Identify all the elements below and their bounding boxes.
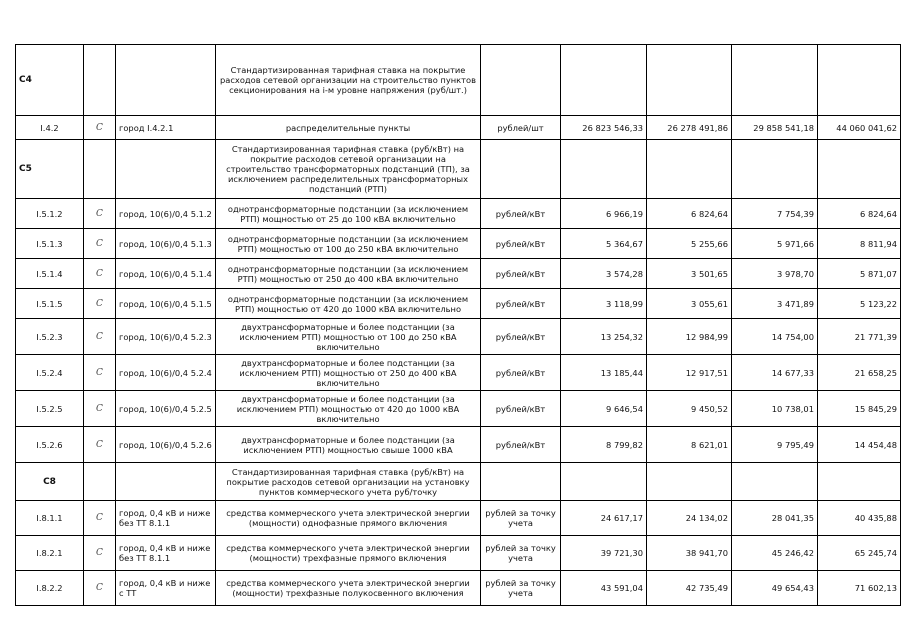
value-cell: 9 646,54 — [561, 391, 647, 427]
row-code: I.8.2.2 — [16, 571, 84, 606]
section-row-c4 — [16, 45, 901, 116]
territory-cell: город, 10(6)/0,4 5.2.6 — [116, 427, 216, 463]
unit-cell: рублей/шт — [481, 116, 561, 140]
empty-cell — [732, 45, 818, 116]
row-code: I.5.2.5 — [16, 391, 84, 427]
empty-cell — [818, 463, 901, 501]
empty-cell — [481, 45, 561, 116]
empty-cell — [84, 45, 116, 116]
empty-cell — [116, 45, 216, 116]
table-row — [16, 501, 901, 536]
value-cell: 44 060 041,62 — [818, 116, 901, 140]
category-tag: C — [84, 229, 116, 259]
value-cell: 29 858 541,18 — [732, 116, 818, 140]
value-cell: 14 677,33 — [732, 355, 818, 391]
section-row-c8 — [16, 463, 901, 501]
unit-cell: рублей/кВт — [481, 259, 561, 289]
value-cell: 8 811,94 — [818, 229, 901, 259]
table-row — [16, 259, 901, 289]
unit-cell: рублей/кВт — [481, 319, 561, 355]
value-cell: 8 621,01 — [647, 427, 732, 463]
value-cell: 26 823 546,33 — [561, 116, 647, 140]
empty-cell — [647, 463, 732, 501]
value-cell: 13 254,32 — [561, 319, 647, 355]
value-cell: 13 185,44 — [561, 355, 647, 391]
territory-cell: город, 0,4 кВ и ниже без ТТ 8.1.1 — [116, 501, 216, 536]
territory-cell: город, 10(6)/0,4 5.2.5 — [116, 391, 216, 427]
section-row-c5 — [16, 140, 901, 199]
territory-cell: город, 10(6)/0,4 5.2.4 — [116, 355, 216, 391]
description-cell: двухтрансформаторные и более подстанции (за исключением РТП) мощностью свыше 1000 кВА — [216, 427, 481, 463]
unit-cell: рублей/кВт — [481, 391, 561, 427]
value-cell: 42 735,49 — [647, 571, 732, 606]
value-cell: 3 118,99 — [561, 289, 647, 319]
value-cell: 3 574,28 — [561, 259, 647, 289]
unit-cell: рублей за точку учета — [481, 536, 561, 571]
category-tag: C — [84, 427, 116, 463]
unit-cell: рублей за точку учета — [481, 571, 561, 606]
description-cell: средства коммерческого учета электрической энергии (мощности) однофазные прямого включения — [216, 501, 481, 536]
table-row — [16, 199, 901, 229]
empty-cell — [561, 140, 647, 199]
row-code: I.4.2 — [16, 116, 84, 140]
value-cell: 43 591,04 — [561, 571, 647, 606]
value-cell: 26 278 491,86 — [647, 116, 732, 140]
description-cell: двухтрансформаторные и более подстанции (за исключением РТП) мощностью от 100 до 250 кВА включительно — [216, 319, 481, 355]
value-cell: 24 617,17 — [561, 501, 647, 536]
description-cell: однотрансформаторные подстанции (за исключением РТП) мощностью от 100 до 250 кВА включительно — [216, 229, 481, 259]
value-cell: 65 245,74 — [818, 536, 901, 571]
value-cell: 28 041,35 — [732, 501, 818, 536]
description-cell: двухтрансформаторные и более подстанции (за исключением РТП) мощностью от 420 до 1000 кВА включительно — [216, 391, 481, 427]
value-cell: 5 971,66 — [732, 229, 818, 259]
value-cell: 14 754,00 — [732, 319, 818, 355]
section-title: Стандартизированная тарифная ставка на покрытие расходов сетевой организации на строительство пунктов секционирования на i-м уровне напряжения (руб/шт.) — [216, 45, 481, 116]
value-cell: 14 454,48 — [818, 427, 901, 463]
empty-cell — [84, 140, 116, 199]
value-cell: 8 799,82 — [561, 427, 647, 463]
empty-cell — [481, 140, 561, 199]
description-cell: двухтрансформаторные и более подстанции (за исключением РТП) мощностью от 250 до 400 кВА включительно — [216, 355, 481, 391]
empty-cell — [561, 463, 647, 501]
table-row — [16, 536, 901, 571]
unit-cell: рублей/кВт — [481, 427, 561, 463]
row-code: I.8.1.1 — [16, 501, 84, 536]
category-tag: C — [84, 501, 116, 536]
table-row — [16, 116, 901, 140]
value-cell: 3 501,65 — [647, 259, 732, 289]
table-row — [16, 391, 901, 427]
section-title: Стандартизированная тарифная ставка (руб/кВт) на покрытие расходов сетевой организации на установку пунктов коммерческого учета руб/точку — [216, 463, 481, 501]
value-cell: 40 435,88 — [818, 501, 901, 536]
description-cell: однотрансформаторные подстанции (за исключением РТП) мощностью от 250 до 400 кВА включительно — [216, 259, 481, 289]
value-cell: 21 771,39 — [818, 319, 901, 355]
value-cell: 5 364,67 — [561, 229, 647, 259]
territory-cell: город, 0,4 кВ и ниже с ТТ — [116, 571, 216, 606]
empty-cell — [818, 45, 901, 116]
unit-cell: рублей/кВт — [481, 289, 561, 319]
section-code: C5 — [16, 140, 84, 199]
table-row — [16, 289, 901, 319]
table-row — [16, 427, 901, 463]
table-body — [16, 45, 901, 606]
category-tag: C — [84, 259, 116, 289]
territory-cell: город, 10(6)/0,4 5.1.3 — [116, 229, 216, 259]
territory-cell: город, 0,4 кВ и ниже без ТТ 8.1.1 — [116, 536, 216, 571]
row-code: I.5.1.5 — [16, 289, 84, 319]
row-code: I.5.1.4 — [16, 259, 84, 289]
value-cell: 9 450,52 — [647, 391, 732, 427]
row-code: I.5.2.4 — [16, 355, 84, 391]
value-cell: 5 255,66 — [647, 229, 732, 259]
category-tag: C — [84, 199, 116, 229]
table-row — [16, 571, 901, 606]
table-row — [16, 229, 901, 259]
value-cell: 39 721,30 — [561, 536, 647, 571]
description-cell: распределительные пункты — [216, 116, 481, 140]
value-cell: 5 871,07 — [818, 259, 901, 289]
value-cell: 49 654,43 — [732, 571, 818, 606]
row-code: I.5.2.3 — [16, 319, 84, 355]
value-cell: 12 984,99 — [647, 319, 732, 355]
value-cell: 12 917,51 — [647, 355, 732, 391]
empty-cell — [481, 463, 561, 501]
value-cell: 6 824,64 — [647, 199, 732, 229]
value-cell: 24 134,02 — [647, 501, 732, 536]
territory-cell: город, 10(6)/0,4 5.1.2 — [116, 199, 216, 229]
value-cell: 3 055,61 — [647, 289, 732, 319]
category-tag: C — [84, 536, 116, 571]
empty-cell — [647, 140, 732, 199]
category-tag: C — [84, 289, 116, 319]
empty-cell — [116, 140, 216, 199]
value-cell: 3 471,89 — [732, 289, 818, 319]
value-cell: 5 123,22 — [818, 289, 901, 319]
value-cell: 3 978,70 — [732, 259, 818, 289]
section-title: Стандартизированная тарифная ставка (руб/кВт) на покрытие расходов сетевой организации на строительство трансформаторных подстанций (ТП), за исключением распределительных трансформаторных подстанций (РТП) — [216, 140, 481, 199]
category-tag: C — [84, 116, 116, 140]
empty-cell — [732, 140, 818, 199]
unit-cell: рублей/кВт — [481, 355, 561, 391]
row-code: I.8.2.1 — [16, 536, 84, 571]
unit-cell: рублей/кВт — [481, 229, 561, 259]
empty-cell — [818, 140, 901, 199]
description-cell: средства коммерческого учета электрической энергии (мощности) трехфазные прямого включения — [216, 536, 481, 571]
value-cell: 38 941,70 — [647, 536, 732, 571]
unit-cell: рублей за точку учета — [481, 501, 561, 536]
unit-cell: рублей/кВт — [481, 199, 561, 229]
row-code: I.5.1.2 — [16, 199, 84, 229]
territory-cell: город I.4.2.1 — [116, 116, 216, 140]
territory-cell: город, 10(6)/0,4 5.2.3 — [116, 319, 216, 355]
value-cell: 15 845,29 — [818, 391, 901, 427]
value-cell: 6 824,64 — [818, 199, 901, 229]
empty-cell — [561, 45, 647, 116]
description-cell: средства коммерческого учета электрической энергии (мощности) трехфазные полукосвенного включения — [216, 571, 481, 606]
value-cell: 21 658,25 — [818, 355, 901, 391]
value-cell: 7 754,39 — [732, 199, 818, 229]
category-tag: C — [84, 571, 116, 606]
category-tag: C — [84, 355, 116, 391]
section-code: C8 — [16, 463, 84, 501]
value-cell: 6 966,19 — [561, 199, 647, 229]
row-code: I.5.2.6 — [16, 427, 84, 463]
territory-cell: город, 10(6)/0,4 5.1.4 — [116, 259, 216, 289]
empty-cell — [647, 45, 732, 116]
table-row — [16, 319, 901, 355]
category-tag: C — [84, 391, 116, 427]
tariff-table — [15, 44, 901, 606]
empty-cell — [116, 463, 216, 501]
value-cell: 45 246,42 — [732, 536, 818, 571]
value-cell: 9 795,49 — [732, 427, 818, 463]
row-code: I.5.1.3 — [16, 229, 84, 259]
description-cell: однотрансформаторные подстанции (за исключением РТП) мощностью от 420 до 1000 кВА включительно — [216, 289, 481, 319]
table-row — [16, 355, 901, 391]
empty-cell — [84, 463, 116, 501]
description-cell: однотрансформаторные подстанции (за исключением РТП) мощностью от 25 до 100 кВА включительно — [216, 199, 481, 229]
category-tag: C — [84, 319, 116, 355]
value-cell: 71 602,13 — [818, 571, 901, 606]
value-cell: 10 738,01 — [732, 391, 818, 427]
section-code: C4 — [16, 45, 84, 116]
territory-cell: город, 10(6)/0,4 5.1.5 — [116, 289, 216, 319]
empty-cell — [732, 463, 818, 501]
